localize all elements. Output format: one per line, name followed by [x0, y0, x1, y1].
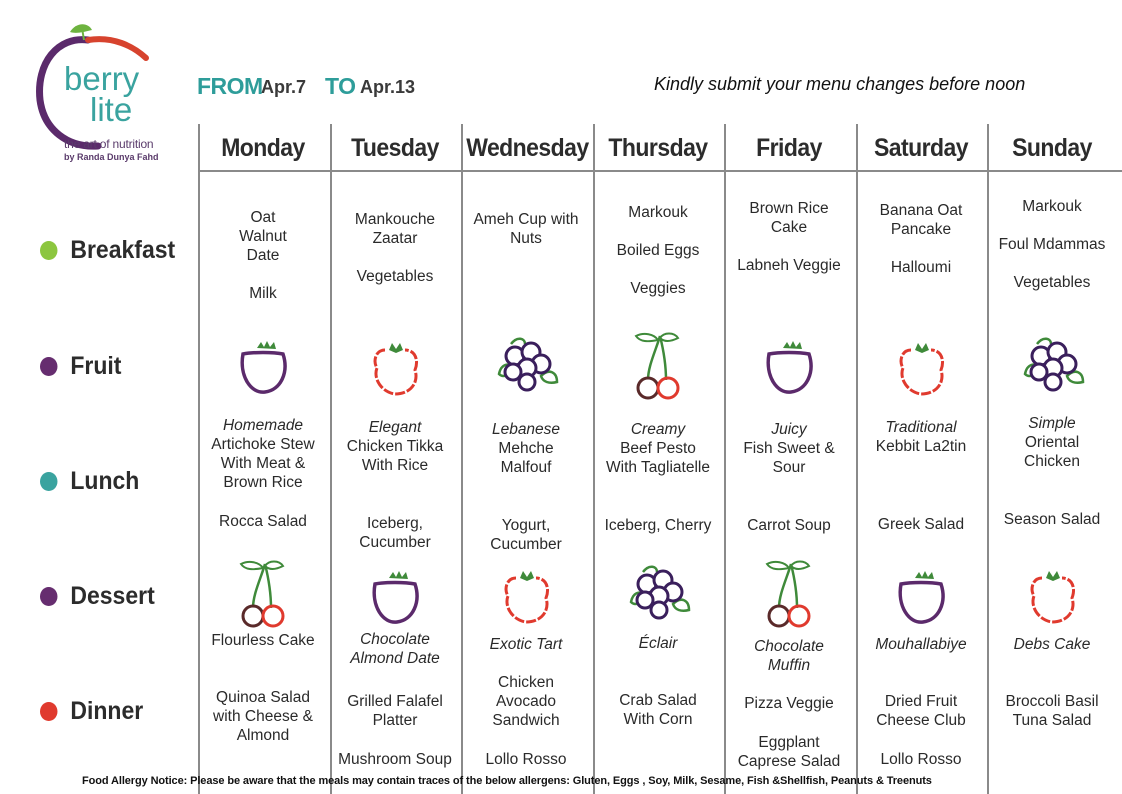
- dinner-side-cell: [856, 750, 986, 769]
- lunch-side-cell: [198, 512, 328, 531]
- menu-line: Flourless Cake: [211, 632, 315, 649]
- meal-dot: [40, 587, 57, 606]
- svg-text:berry: berry: [64, 60, 140, 97]
- svg-text:lite: lite: [90, 91, 133, 128]
- menu-line: Malfouf: [500, 459, 552, 476]
- menu-line: Artichoke Stew: [211, 436, 315, 453]
- menu-line: Milk: [249, 285, 277, 302]
- menu-line: Broccoli Basil: [1005, 693, 1099, 710]
- menu-line: Chicken: [498, 674, 554, 691]
- menu-line: Debs Cake: [1013, 636, 1091, 653]
- menu-line: [987, 254, 1117, 273]
- meal-dot: [40, 241, 57, 260]
- meal-dot: [40, 472, 57, 491]
- lunch-side-cell: [461, 516, 591, 554]
- lunch-style: Juicy: [771, 421, 807, 438]
- header-divider: [198, 170, 1122, 172]
- cherries-icon: [765, 560, 815, 633]
- menu-line: With Tagliatelle: [606, 459, 710, 476]
- menu-line: Almond Date: [350, 650, 440, 667]
- menu-line: Chocolate: [360, 631, 430, 648]
- menu-line: Zaatar: [372, 230, 418, 247]
- meal-label-fruit: [40, 352, 121, 381]
- menu-line: Nuts: [510, 230, 542, 247]
- from-date: Apr.7: [261, 77, 307, 97]
- blueberries-icon: [627, 562, 691, 629]
- dessert-cell: [593, 634, 723, 653]
- lunch-style: Traditional: [885, 419, 957, 436]
- menu-line: Brown Rice: [223, 474, 303, 491]
- lunch-side-cell: [330, 514, 460, 552]
- dinner-cell: [198, 688, 328, 745]
- menu-line: Fish Sweet &: [743, 440, 835, 457]
- dinner-cell: [461, 673, 591, 730]
- menu-line: Vegetables: [1013, 274, 1091, 291]
- day-header-sunday: Sunday: [1012, 134, 1092, 162]
- meal-dot: [40, 702, 57, 721]
- lunch-cell: [987, 414, 1117, 471]
- menu-line: Yogurt,: [501, 517, 551, 534]
- menu-line: Sour: [772, 459, 806, 476]
- menu-line: Eggplant: [758, 734, 820, 751]
- dessert-cell: [461, 635, 591, 654]
- menu-line: Halloumi: [890, 259, 952, 276]
- day-header-tuesday: Tuesday: [351, 134, 439, 162]
- menu-line: Iceberg, Cherry: [604, 517, 712, 534]
- menu-line: Foul Mdammas: [998, 236, 1106, 253]
- menu-line: Éclair: [638, 635, 678, 652]
- menu-line: Pizza Veggie: [744, 695, 834, 712]
- meal-dot: [40, 357, 57, 376]
- day-header-friday: Friday: [756, 134, 822, 162]
- menu-line: Pancake: [890, 221, 952, 238]
- lunch-style: Lebanese: [491, 421, 561, 438]
- cherries-icon: [239, 560, 289, 633]
- menu-line: Mouhallabiye: [875, 636, 967, 653]
- menu-line: Exotic Tart: [489, 636, 563, 653]
- dessert-cell: [987, 635, 1117, 654]
- breakfast-cell: [330, 210, 460, 286]
- menu-line: with Cheese &: [213, 708, 313, 725]
- lunch-style: Simple: [1028, 415, 1076, 432]
- breakfast-cell: [593, 203, 723, 298]
- lunch-style: Homemade: [222, 417, 304, 434]
- menu-line: Iceberg,: [366, 515, 423, 532]
- raspberry-icon: [502, 566, 552, 631]
- menu-line: [593, 222, 723, 241]
- dinner-side-cell: [724, 733, 854, 771]
- from-label: FROM: [197, 73, 263, 99]
- menu-line: Mankouche: [354, 211, 436, 228]
- blueberries-icon: [495, 334, 559, 401]
- menu-line: Labneh Veggie: [737, 257, 841, 274]
- menu-line: With Meat &: [220, 455, 306, 472]
- raspberry-icon: [371, 338, 421, 403]
- menu-line: Boiled Eggs: [616, 242, 700, 259]
- lunch-side-cell: [987, 510, 1117, 529]
- meal-label-text: Breakfast: [70, 236, 176, 264]
- menu-line: Lollo Rosso: [880, 751, 962, 768]
- menu-line: Mushroom Soup: [338, 751, 452, 768]
- lunch-cell: [856, 418, 986, 456]
- menu-line: Grilled Falafel: [347, 693, 443, 710]
- menu-line: Chicken Tikka: [346, 438, 444, 455]
- lunch-side-cell: [593, 516, 723, 535]
- menu-change-notice: Kindly submit your menu changes before noon: [654, 74, 1026, 94]
- meal-label-lunch: [40, 467, 139, 496]
- menu-line: Beef Pesto: [620, 440, 696, 457]
- dinner-side-cell: [330, 750, 460, 769]
- menu-line: Banana Oat: [879, 202, 963, 219]
- menu-line: Cake: [770, 219, 808, 236]
- menu-line: Kebbit La2tin: [875, 438, 967, 455]
- menu-line: Cucumber: [359, 534, 431, 551]
- meal-label-dinner: [40, 697, 143, 726]
- menu-line: [593, 260, 723, 279]
- day-header-wednesday: Wednesday: [466, 134, 589, 162]
- lunch-cell: [198, 416, 328, 492]
- plum-icon: [237, 336, 291, 403]
- menu-line: [987, 216, 1117, 235]
- menu-line: Veggies: [630, 280, 686, 297]
- dinner-side-cell: [461, 750, 591, 769]
- day-header-thursday: Thursday: [608, 134, 708, 162]
- lunch-side-cell: [856, 515, 986, 534]
- menu-line: Date: [246, 247, 280, 264]
- menu-line: Muffin: [767, 657, 811, 674]
- menu-line: Mehche: [498, 440, 554, 457]
- to-date: Apr.13: [360, 77, 416, 97]
- dessert-cell: [330, 630, 460, 668]
- menu-line: [724, 237, 854, 256]
- lunch-cell: [461, 420, 591, 477]
- plum-icon: [369, 566, 423, 633]
- menu-line: Oat: [250, 209, 276, 226]
- menu-line: Rocca Salad: [219, 513, 307, 530]
- dessert-cell: [198, 631, 328, 650]
- dinner-cell: [987, 692, 1117, 730]
- raspberry-icon: [897, 338, 947, 403]
- menu-line: Oriental: [1024, 434, 1080, 451]
- lunch-cell: [330, 418, 460, 475]
- lunch-side-cell: [724, 516, 854, 535]
- meal-label-text: Lunch: [70, 467, 140, 495]
- menu-line: Season Salad: [1003, 511, 1101, 528]
- menu-line: Carrot Soup: [747, 517, 831, 534]
- meal-label-dessert: [40, 582, 155, 611]
- brand-byline: by Randa Dunya Fahd: [64, 152, 159, 162]
- menu-line: Tuna Salad: [1012, 712, 1092, 729]
- menu-line: Platter: [372, 712, 418, 729]
- meal-label-text: Dinner: [70, 697, 144, 725]
- menu-line: Avocado: [495, 693, 557, 710]
- lunch-style: Creamy: [630, 421, 686, 438]
- menu-line: Brown Rice: [749, 200, 829, 217]
- menu-line: Markouk: [628, 204, 688, 221]
- menu-line: With Rice: [361, 457, 429, 474]
- dinner-cell: [593, 691, 723, 729]
- menu-line: Caprese Salad: [737, 753, 841, 770]
- menu-line: Chocolate: [754, 638, 824, 655]
- dinner-cell: [856, 692, 986, 730]
- dinner-cell: [330, 692, 460, 730]
- menu-line: Chicken: [1024, 453, 1080, 470]
- menu-line: With Corn: [623, 711, 693, 728]
- breakfast-cell: [198, 208, 328, 303]
- brand-tagline: the art of nutrition: [64, 137, 154, 151]
- breakfast-cell: [987, 197, 1117, 292]
- to-label: TO: [325, 73, 356, 99]
- menu-line: Dried Fruit: [884, 693, 958, 710]
- dinner-cell: [724, 694, 854, 713]
- meal-label-breakfast: [40, 236, 175, 265]
- menu-line: [856, 239, 986, 258]
- menu-line: Quinoa Salad: [216, 689, 310, 706]
- menu-line: Almond: [236, 727, 290, 744]
- menu-line: Cheese Club: [876, 712, 966, 729]
- menu-line: Cucumber: [490, 536, 562, 553]
- day-header-saturday: Saturday: [873, 134, 969, 162]
- dessert-cell: [724, 637, 854, 675]
- menu-line: Ameh Cup with: [473, 211, 579, 228]
- plum-icon: [763, 336, 817, 403]
- blueberries-icon: [1021, 334, 1085, 401]
- meal-label-text: Dessert: [70, 582, 155, 610]
- dessert-cell: [856, 635, 986, 654]
- lunch-cell: [724, 420, 854, 477]
- plum-icon: [895, 566, 949, 633]
- menu-line: Markouk: [1022, 198, 1082, 215]
- day-header-monday: Monday: [221, 134, 305, 162]
- breakfast-cell: [724, 199, 854, 275]
- menu-line: Lollo Rosso: [485, 751, 567, 768]
- meal-label-text: Fruit: [70, 352, 122, 380]
- menu-line: [198, 265, 328, 284]
- menu-line: Crab Salad: [619, 692, 697, 709]
- menu-line: Vegetables: [356, 268, 434, 285]
- menu-line: Walnut: [239, 228, 287, 245]
- cherries-icon: [634, 332, 684, 405]
- lunch-style: Elegant: [368, 419, 422, 436]
- menu-line: Sandwich: [492, 712, 560, 729]
- breakfast-cell: [461, 210, 591, 248]
- breakfast-cell: [856, 201, 986, 277]
- menu-line: [330, 248, 460, 267]
- raspberry-icon: [1028, 566, 1078, 631]
- allergy-notice: Food Allergy Notice: Please be aware that the meals may contain traces of the below allergens: Gluten, Eggs , Soy, Milk, Sesame, Fish &Shellfish, Peanuts & Treenuts: [82, 775, 932, 787]
- menu-line: Greek Salad: [877, 516, 965, 533]
- lunch-cell: [593, 420, 723, 477]
